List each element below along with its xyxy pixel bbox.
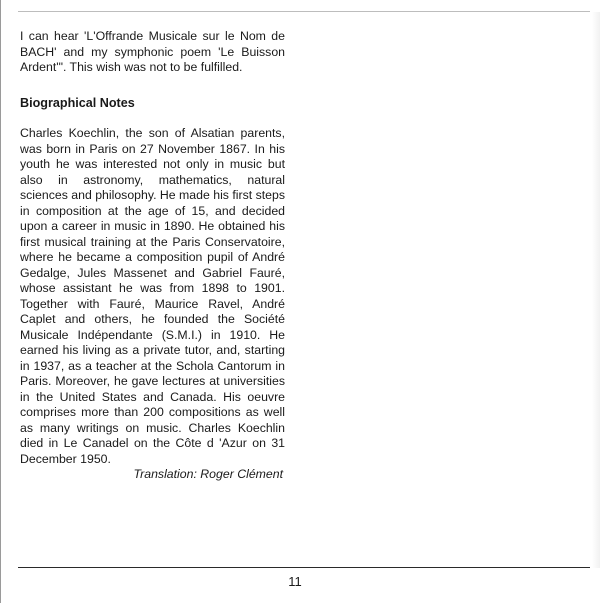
intro-paragraph-end: I can hear 'L'Offrande Musicale sur le Nom de BACH' and my symphonic poem 'Le Buisson Ardent'". This wish was not to be fulfilled.	[20, 29, 285, 74]
page-number: 11	[288, 574, 302, 589]
section-heading: Biographical Notes	[20, 95, 135, 110]
text-column	[20, 29, 285, 483]
page-edge-line	[0, 0, 1, 603]
footer-rule	[18, 567, 590, 568]
translation-credit: Translation: Roger Clément	[133, 467, 283, 481]
biography-paragraph: Charles Koechlin, the son of Alsatian parents, was born in Paris on 27 November 1867. In his youth he was interested not only in music but also in astronomy, mathematics, natural sciences and philosophy. He made his first steps in composition at the age of 15, and decided upon a career in music in 1890. He obtained his first musical training at the Paris Conservatoire, where he became a composition pupil of André Gedalge, Jules Massenet and Gabriel Fauré, whose assistant he was from 1898 to 1901. Together with Fauré, Maurice Ravel, André Caplet and others, he founded the Société Musicale Indépendante (S.M.I.) in 1910. He earned his living as a private tutor, and, starting in 1937, as a teacher at the Schola Cantorum in Paris. Moreover, he gave lectures at universities in the United States and Canada. His oeuvre comprises more than 200 compositions as well as many writings on music. Charles Koechlin died in Le Canadel on the Côte d 'Azur on 31 December 1950.	[20, 126, 285, 466]
scan-edge-shading	[592, 12, 600, 568]
top-rule	[18, 11, 590, 12]
